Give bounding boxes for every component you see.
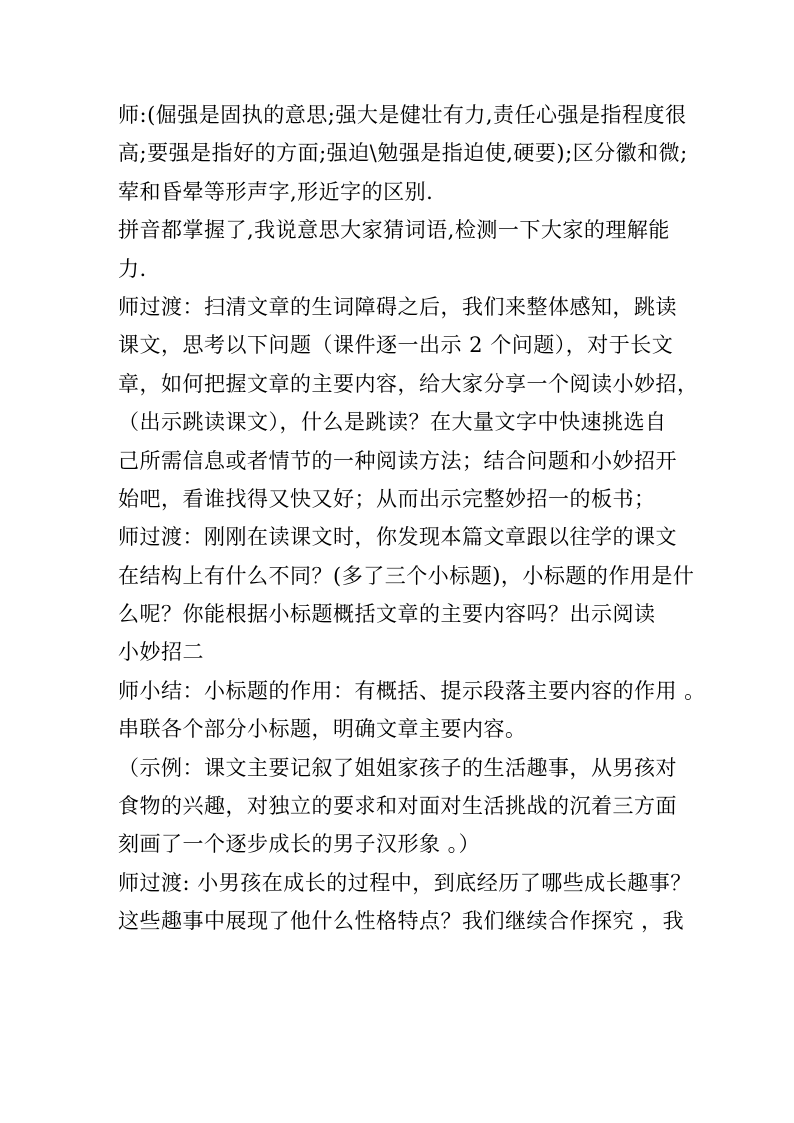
text-line-2: 高;要强是指好的方面;强迫\勉强是指迫使,硬要);区分徽和微; — [118, 141, 688, 166]
text-line-10: 己所需信息或者情节的一种阅读方法；结合问题和小妙招开 — [118, 448, 677, 473]
text-line-12: 师过渡：刚刚在读课文时，你发现本篇文章跟以往学的课文 — [118, 525, 677, 550]
text-line-14: 么呢？你能根据小标题概括文章的主要内容吗？出示阅读 — [118, 602, 656, 627]
text-line-1: 师:(倔强是固执的意思;强大是健壮有力,责任心强是指程度很 — [118, 103, 687, 127]
text-line-16: 师小结：小标题的作用：有概括、提示段落主要内容的作用 。 — [118, 678, 706, 703]
text-line-22: 这些趣事中展现了他什么性格特点？我们继续合作探究 ，我 — [118, 909, 685, 934]
text-line-3: 荤和昏晕等形声字,形近字的区别. — [118, 179, 434, 204]
text-line-13: 在结构上有什么不同？(多了三个小标题)，小标题的作用是什 — [118, 563, 695, 588]
text-line-9: （出示跳读课文），什么是跳读？在大量文字中快速挑选自 — [118, 410, 667, 435]
text-line-5: 力. — [118, 256, 147, 281]
text-line-18: （示例：课文主要记叙了姐姐家孩子的生活趣事，从男孩对 — [118, 755, 677, 780]
text-line-21: 师过渡: 小男孩在成长的过程中，到底经历了哪些成长趣事？ — [118, 870, 692, 895]
text-line-7: 课文，思考以下问题（课件逐一出示 2 个问题），对于长文 — [118, 333, 674, 358]
text-line-17: 串联各个部分小标题，明确文章主要内容。 — [118, 717, 527, 742]
text-line-8: 章，如何把握文章的主要内容，给大家分享一个阅读小妙招， — [118, 371, 699, 396]
text-line-20: 刻画了一个逐步成长的男子汉形象 。） — [118, 832, 481, 857]
text-line-15: 小妙招二 — [118, 640, 204, 665]
text-line-11: 始吧，看谁找得又快又好；从而出示完整妙招一的板书； — [118, 486, 656, 511]
text-line-6: 师过渡：扫清文章的生词障碍之后，我们来整体感知，跳读 — [118, 294, 677, 319]
body-text — [118, 96, 706, 941]
text-line-4: 拼音都掌握了,我说意思大家猜词语,检测一下大家的理解能 — [118, 218, 670, 243]
text-line-19: 食物的兴趣，对独立的要求和对面对生活挑战的沉着三方面 — [118, 794, 677, 819]
